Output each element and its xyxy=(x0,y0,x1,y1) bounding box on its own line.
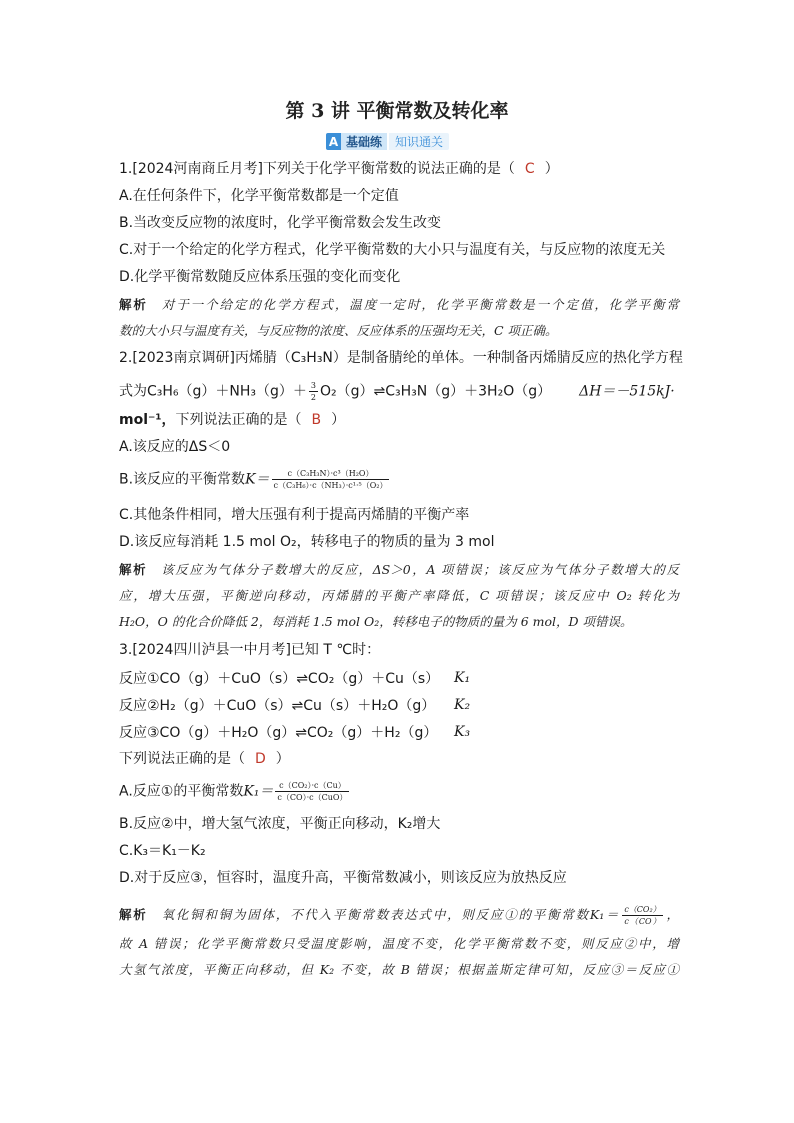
q3-analysis-fraction: $\frac{\text{c（CO₂）}}{c(CO)}$ xyxy=(624,905,661,926)
q1-option-a: A.在任何条件下，化学平衡常数都是一个定值 xyxy=(119,188,399,204)
q2-analysis-label: 解析 xyxy=(119,562,148,577)
q3-option-a: A.反应①的平衡常数K₁＝ $\frac{\text{c（CO₂）·c（Cu）}}{\text{c（CO）·c（CuO）}}$ xyxy=(119,781,348,802)
q3-answer: D xyxy=(255,751,266,767)
q3-option-a-fraction: $\frac{\text{c（CO₂）·c（Cu）}}{\text{c（CO）·c（CuO）}}$ xyxy=(277,781,348,802)
q2-analysis-line-3: H₂O，O 的化合价降低 2，每消耗 1.5 mol O₂，转移电子的物质的量为 6 mol，D 项错误。 xyxy=(119,614,633,629)
q1-analysis-line-2: 数的大小只与温度有关，与反应物的浓度、反应体系的压强均无关，C 项正确。 xyxy=(119,323,558,338)
q2-stem-line-1: 2.[2023南京调研]丙烯腈（C₃H₃N）是制备腈纶的单体。一种制备丙烯腈反应的热化学方程 xyxy=(119,350,683,366)
badge-label-basic: 基础练 xyxy=(341,133,387,150)
badge-letter: A xyxy=(326,133,341,150)
q1-option-b: B.当改变反应物的浓度时，化学平衡常数会发生改变 xyxy=(119,215,442,231)
q2-option-b-fraction: $\frac{\text{c（C₃H₃N）·c³（H₂O）}}{\text{c（C₃H₆）·c（NH₃）·c¹·⁵（O₂）}}$ xyxy=(273,469,388,490)
q3-analysis-line-3: 大氢气浓度，平衡正向移动，但 K₂ 不变，故 B 错误；根据盖斯定律可知，反应③＝反应① xyxy=(119,962,679,977)
q3-reaction-3-k: K₃ xyxy=(454,724,471,740)
q2-option-d: D.该反应每消耗 1.5 mol O₂，转移电子的物质的量为 3 mol xyxy=(119,534,495,550)
q1-answer: C xyxy=(524,161,535,177)
q3-analysis-line-2: 故 A 错误；化学平衡常数只受温度影响，温度不变，化学平衡常数不变，则反应②中，增 xyxy=(119,936,679,951)
q2-enthalpy: ΔH＝－515kJ· xyxy=(579,383,675,400)
q2-answer: B xyxy=(311,412,322,428)
q2-option-b: B.该反应的平衡常数K＝ $\frac{\text{c（C₃H₃N）·c³（H₂O）}}{\text{c（C₃H₆）·c（NH₃）·c¹·⁵（O₂）}}$ xyxy=(119,469,388,490)
page-title: 第 3 讲 平衡常数及转化率 xyxy=(285,100,509,122)
q1-option-d: D.化学平衡常数随反应体系压强的变化而变化 xyxy=(119,269,401,285)
q2-analysis-line-1: 解析 该反应为气体分子数增大的反应，ΔS＞0，A 项错误；该反应为气体分子数增大的反 xyxy=(119,562,679,577)
section-badge xyxy=(326,133,449,150)
q2-equation-fraction: $\frac{3}{2}$ xyxy=(310,381,317,402)
q3-reaction-2: 反应②H₂（g）＋CuO（s）⇌Cu（s）＋H₂O（g） xyxy=(119,698,436,714)
q1-option-c: C.对于一个给定的化学方程式，化学平衡常数的大小只与温度有关，与反应物的浓度无关 xyxy=(119,242,666,258)
q2-option-a: A.该反应的ΔS＜0 xyxy=(119,439,231,455)
q3-option-d: D.对于反应③，恒容时，温度升高，平衡常数减小，则该反应为放热反应 xyxy=(119,870,567,886)
q2-analysis-line-2: 应，增大压强，平衡逆向移动，丙烯腈的平衡产率降低，C 项错误；该反应中 O₂ 转化为 xyxy=(119,588,679,603)
q2-option-c: C.其他条件相同，增大压强有利于提高丙烯腈的平衡产率 xyxy=(119,507,470,523)
q2-stem-line-3: mol⁻¹，下列说法正确的是（ B ） xyxy=(119,412,346,428)
q3-analysis-line-1: 解析 氧化铜和铜为固体，不代入平衡常数表达式中，则反应①的平衡常数K₁＝ $\frac{\text{c（CO₂）}}{c(CO)}$ ， xyxy=(119,905,679,926)
q1-stem: 1.[2024河南商丘月考]下列关于化学平衡常数的说法正确的是（ C ） xyxy=(119,161,559,177)
q1-analysis-line-1: 解析 对于一个给定的化学方程式，温度一定时，化学平衡常数是一个定值，化学平衡常 xyxy=(119,297,679,312)
q3-reaction-1-k: K₁ xyxy=(454,670,471,686)
q1-analysis-label: 解析 xyxy=(119,297,148,312)
badge-label-knowledge: 知识通关 xyxy=(389,133,449,150)
q3-reaction-1: 反应①CO（g）＋CuO（s）⇌CO₂（g）＋Cu（s） xyxy=(119,671,440,687)
q3-reaction-3: 反应③CO（g）＋H₂O（g）⇌CO₂（g）＋H₂（g） xyxy=(119,725,438,741)
q3-option-b: B.反应②中，增大氢气浓度，平衡正向移动，K₂增大 xyxy=(119,816,441,832)
q3-option-c: C.K₃＝K₁－K₂ xyxy=(119,843,206,859)
q3-analysis-label: 解析 xyxy=(119,907,148,922)
q3-reaction-2-k: K₂ xyxy=(454,697,471,713)
q2-equation: 式为C₃H₆（g）＋NH₃（g）＋ $\frac{3}{2}$ O₂（g）⇌C₃H₃N（g）＋3H₂O（g） ΔH＝－515kJ· xyxy=(119,381,675,402)
q3-question: 下列说法正确的是（ D ） xyxy=(119,751,290,767)
q3-stem: 3.[2024四川泸县一中月考]已知 T ℃时： xyxy=(119,642,381,658)
